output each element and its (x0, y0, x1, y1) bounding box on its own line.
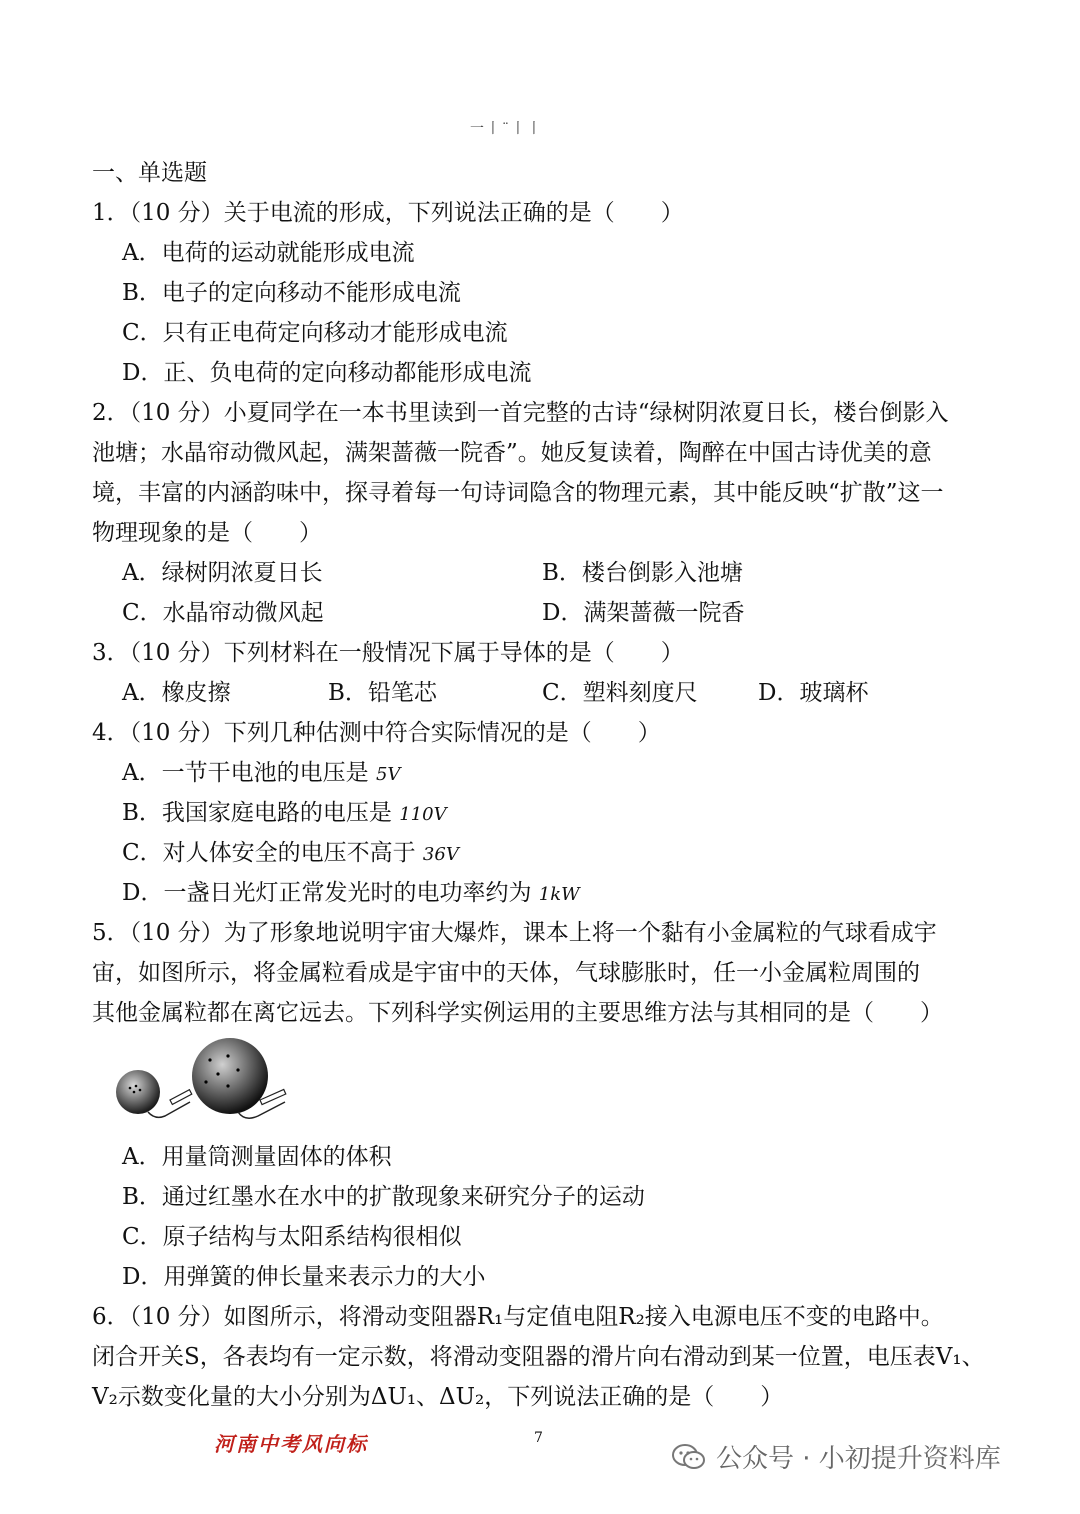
q5-line-1: 5．（10 分）为了形象地说明宇宙大爆炸，课本上将一个黏有小金属粒的气球看成宇 (92, 920, 937, 946)
q4-option-a-text: A．一节干电池的电压是 (122, 760, 369, 786)
q4-option-d-value: 1kW (538, 884, 580, 905)
small-balloon (116, 1070, 160, 1114)
q2-option-b: B．楼台倒影入池塘 (542, 560, 743, 586)
q4-option-b-text: B．我国家庭电路的电压是 (122, 800, 392, 826)
q1-option-c: C．只有正电荷定向移动才能形成电流 (122, 320, 508, 346)
q2-line-4: 物理现象的是（ ） (92, 520, 322, 546)
q5-line-2: 宙，如图所示，将金属粒看成是宇宙中的天体，气球膨胀时，任一小金属粒周围的 (92, 960, 920, 986)
watermark-text: 公众号 · 小初提升资料库 (716, 1444, 1001, 1474)
q6-line-2: 闭合开关S，各表均有一定示数，将滑动变阻器的滑片向右滑动到某一位置，电压表V₁、 (92, 1344, 985, 1370)
footer-logo-text: 河南中考风向标 (214, 1432, 368, 1456)
q1-option-d: D．正、负电荷的定向移动都能形成电流 (122, 360, 532, 386)
header-mark: 一丨¨丨丨 (470, 121, 543, 137)
q4-stem: 4．（10 分）下列几种估测中符合实际情况的是（ ） (92, 720, 661, 746)
q4-option-c (122, 838, 459, 870)
q4-option-c-value: 36V (422, 844, 459, 865)
page-number: 7 (534, 1430, 543, 1446)
q4-option-a (122, 758, 400, 790)
q2-line-2: 池塘；水晶帘动微风起，满架蔷薇一院香”。她反复读着，陶醉在中国古诗优美的意 (92, 440, 932, 466)
q6-line-3: V₂示数变化量的大小分别为ΔU₁、ΔU₂，下列说法正确的是（ ） (92, 1384, 784, 1410)
balloon-figure (110, 1030, 310, 1130)
q6-line-1: 6．（10 分）如图所示，将滑动变阻器R₁与定值电阻R₂接入电源电压不变的电路中。 (92, 1304, 944, 1330)
q2-line-1: 2．（10 分）小夏同学在一本书里读到一首完整的古诗“绿树阴浓夏日长，楼台倒影入 (92, 400, 949, 426)
q5-option-c: C．原子结构与太阳系结构很相似 (122, 1224, 462, 1250)
q5-option-d: D．用弹簧的伸长量来表示力的大小 (122, 1264, 486, 1290)
q4-option-b (122, 798, 447, 830)
q3-option-b: B．铅笔芯 (328, 680, 437, 706)
wechat-icon (672, 1443, 706, 1471)
q3-option-a: A．橡皮擦 (122, 680, 231, 706)
q2-option-a: A．绿树阴浓夏日长 (122, 560, 323, 586)
q4-option-d-text: D．一盏日光灯正常发光时的电功率约为 (122, 880, 532, 906)
q1-option-a: A．电荷的运动就能形成电流 (122, 240, 415, 266)
watermark (672, 1438, 1001, 1475)
q2-option-d: D．满架蔷薇一院香 (542, 600, 745, 626)
q4-option-d (122, 878, 580, 910)
q3-option-c: C．塑料刻度尺 (542, 680, 698, 706)
q5-option-b: B．通过红墨水在水中的扩散现象来研究分子的运动 (122, 1184, 645, 1210)
q1-option-b: B．电子的定向移动不能形成电流 (122, 280, 461, 306)
q2-option-c: C．水晶帘动微风起 (122, 600, 324, 626)
q4-option-a-value: 5V (375, 764, 401, 785)
q4-option-b-value: 110V (399, 804, 447, 825)
q5-option-a: A．用量筒测量固体的体积 (122, 1144, 392, 1170)
q4-option-c-text: C．对人体安全的电压不高于 (122, 840, 416, 866)
q1-stem: 1．（10 分）关于电流的形成，下列说法正确的是（ ） (92, 200, 684, 226)
section-title: 一、单选题 (92, 160, 207, 186)
q5-line-3: 其他金属粒都在离它远去。下列科学实例运用的主要思维方法与其相同的是（ ） (92, 1000, 943, 1026)
q2-line-3: 境，丰富的内涵韵味中，探寻着每一句诗词隐含的物理元素，其中能反映“扩散”这一 (92, 480, 944, 506)
q3-option-d: D．玻璃杯 (758, 680, 869, 706)
q3-stem: 3．（10 分）下列材料在一般情况下属于导体的是（ ） (92, 640, 684, 666)
large-balloon (192, 1038, 268, 1114)
